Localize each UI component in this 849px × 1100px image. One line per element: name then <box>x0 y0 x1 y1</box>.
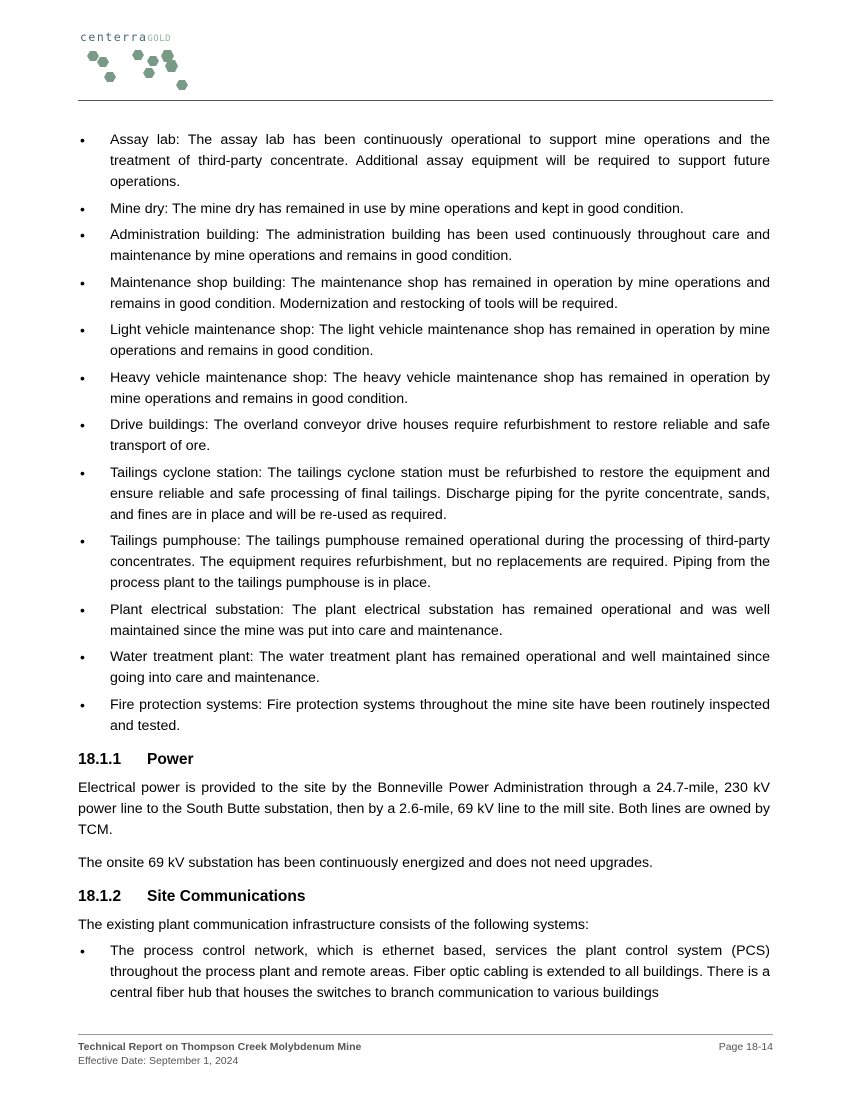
list-item: • Administration building: The administration building has been used continuously throughout care and maintenance by mine operations and remains in good condition. <box>78 225 770 267</box>
company-logo-text <box>80 30 171 44</box>
list-item: • Drive buildings: The overland conveyor drive houses require refurbishment to restore reliable and safe transport of ore. <box>78 415 770 457</box>
hexagon-mark <box>132 50 144 60</box>
page-footer <box>78 1034 773 1068</box>
page-number: Page 18-14 <box>718 1041 773 1053</box>
list-item: • Tailings cyclone station: The tailings cyclone station must be refurbished to restore the equipment and ensure reliable and safe processing of final tailings. Discharge piping for the pyrite concentrate, sands, and fines are in place and will be re-used as required. <box>78 463 770 526</box>
list-item: • Maintenance shop building: The maintenance shop has remained in operation by mine operations and remains in good condition. Modernization and restocking of tools will be required. <box>78 273 770 315</box>
paragraph: The onsite 69 kV substation has been continuously energized and does not need upgrades. <box>78 854 654 871</box>
section-heading-communications <box>78 886 770 907</box>
hexagon-mark <box>143 68 155 78</box>
document-body <box>78 130 770 1009</box>
report-title: Technical Report on Thompson Creek Molybdenum Mine <box>78 1041 362 1053</box>
section-number: 18.1.2 <box>78 887 122 905</box>
logo-suffix: GOLD <box>147 34 172 44</box>
list-item: • Tailings pumphouse: The tailings pumphouse remained operational during the processing of third-party concentrates. The equipment requires refurbishment, but no replacements are required. Piping from the process plant to the tailings pumphouse is in place. <box>78 531 770 594</box>
hexagon-mark <box>104 72 116 82</box>
list-item: • Assay lab: The assay lab has been continuously operational to support mine operations and the treatment of third-party concentrate. Additional assay equipment will be required to support future operations. <box>78 130 770 193</box>
logo-main: centerra <box>80 30 148 44</box>
section-title: Site Communications <box>147 887 306 905</box>
list-item: • Fire protection systems: Fire protection systems throughout the mine site have been routinely inspected and tested. <box>78 695 770 737</box>
section-heading-power <box>78 749 770 770</box>
hexagon-mark <box>147 56 159 66</box>
hexagon-mark <box>87 51 99 61</box>
section-number: 18.1.1 <box>78 750 122 768</box>
section-title: Power <box>147 750 194 768</box>
list-item: • Water treatment plant: The water treatment plant has remained operational and well maintained since going into care and maintenance. <box>78 647 770 689</box>
paragraph: The existing plant communication infrastructure consists of the following systems: <box>78 916 589 933</box>
communications-bullet-list <box>78 941 770 1004</box>
facility-bullet-list <box>78 130 770 737</box>
effective-date: Effective Date: September 1, 2024 <box>78 1055 239 1067</box>
list-item: • Mine dry: The mine dry has remained in use by mine operations and kept in good condition. <box>78 199 770 220</box>
list-item: • Plant electrical substation: The plant electrical substation has remained operational and was well maintained since the mine was put into care and maintenance. <box>78 600 770 642</box>
hexagon-logo-icon <box>78 44 198 100</box>
list-item: • Heavy vehicle maintenance shop: The heavy vehicle maintenance shop has remained in operation by mine operations and remains in good condition. <box>78 368 770 410</box>
list-item: • Light vehicle maintenance shop: The light vehicle maintenance shop has remained in operation by mine operations and remains in good condition. <box>78 320 770 362</box>
hexagon-mark <box>97 57 109 67</box>
page-header <box>78 28 773 101</box>
hexagon-mark <box>176 80 188 90</box>
paragraph: Electrical power is provided to the site by the Bonneville Power Administration through a 24.7-mile, 230 kV power line to the South Butte substation, then by a 2.6-mile, 69 kV line to the mill site. Both lines are owned by TCM. <box>78 779 770 838</box>
list-item: • The process control network, which is ethernet based, services the plant control system (PCS) throughout the process plant and remote areas. Fiber optic cabling is extended to all buildings. There is a central fiber hub that houses the switches to branch communication to various buildings <box>78 941 770 1004</box>
